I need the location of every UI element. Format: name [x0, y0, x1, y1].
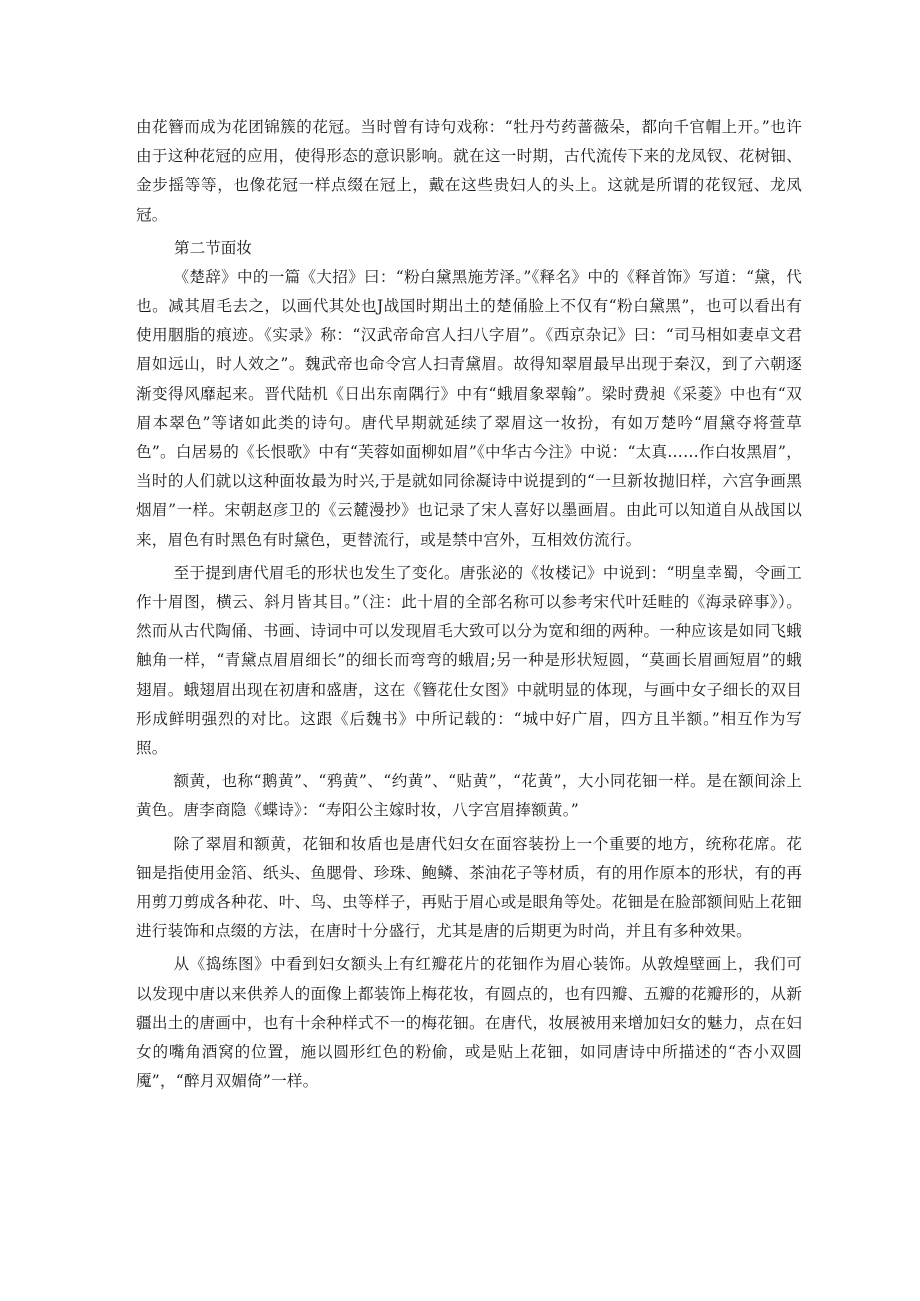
- document-page: [136, 113, 802, 1097]
- intro-paragraph: 由花簪而成为花团锦簇的花冠。当时曾有诗句戏称：“牡丹芍药蔷薇朵，都向千官帽上开。”也许由于这种花冠的应用，使得形态的意识影响。就在这一时期，古代流传下来的龙凤钗、花树钿、金步摇等等，也像花冠一样点缀在冠上，戴在这些贵妇人的头上。这就是所谓的花钗冠、龙凤冠。: [136, 118, 802, 224]
- paragraph-eyebrow-shape: 至于提到唐代眉毛的形状也发生了变化。唐张泌的《妆楼记》中说到：“明皇幸蜀，令画工作十眉图，横云、斜月皆其目。”（注：此十眉的全部名称可以参考宋代叶廷畦的《海录碎事》）。然而从古代陶俑、书画、诗词中可以发现眉毛大致可以分为宽和细的两种。一种应该是如同飞蛾触角一样，“青黛点眉眉细长”的细长而弯弯的蛾眉;另一种是形状短圆，“莫画长眉画短眉”的蛾翅眉。蛾翅眉出现在初唐和盛唐，这在《簪花仕女图》中就明显的体现，与画中女子细长的双目形成鲜明强烈的对比。这跟《后魏书》中所记载的：“城中好广眉，四方且半额。”相互作为写照。: [136, 563, 802, 758]
- section-heading: 第二节面妆: [174, 238, 252, 257]
- paragraph-eyebrow-color: 《楚辞》中的一篇《大招》曰：“粉白黛黑施芳泽。”《释名》中的《释首饰》写道：“黛，代也。减其眉毛去之，以画代其处也J战国时期出土的楚俑脸上不仅有“粉白黛黑”，也可以看出有使用胭脂的痕迹。《实录》称：“汉武帝命宫人扫八字眉”。《西京杂记》曰：“司马相如妻卓文君眉如远山，时人效之”。魏武帝也命令宫人扫青黛眉。故得知翠眉最早出现于秦汉，到了六朝逐渐变得风靡起来。晋代陆机《日出东南隅行》中有“蛾眉象翠翰”。梁时费昶《采菱》中也有“双眉本翠色”等诸如此类的诗句。唐代早期就延续了翠眉这一妆扮，有如万楚吟“眉黛夺将萱草色”。白居易的《长恨歌》中有“芙蓉如面柳如眉”《中华古今注》中说：“太真……作白妆黑眉”，当时的人们就以这种面妆最为时兴,于是就如同徐凝诗中说提到的“一旦新妆抛旧样，六宫争画黑烟眉”一样。宋朝赵彦卫的《云麓漫抄》也记录了宋人喜好以墨画眉。由此可以知道自从战国以来，眉色有时黑色有时黛色，更替流行，或是禁中宫外，互相效仿流行。: [136, 267, 802, 549]
- paragraph-forehead-yellow: 额黄，也称“鹅黄”、“鸦黄”、“约黄”、“贴黄”，“花黄”，大小同花钿一样。是在额间涂上黄色。唐李商隐《蝶诗》：“寿阳公主嫁时妆，八字宫眉捧额黄。”: [136, 772, 802, 820]
- paragraph-plum-makeup: 从《捣练图》中看到妇女额头上有红瓣花片的花钿作为眉心装饰。从敦煌壁画上，我们可以发现中唐以来供养人的面像上都装饰上梅花妆，有圆点的，也有四瓣、五瓣的花瓣形的，从新疆出土的唐画中，也有十余种样式不一的梅花钿。在唐代，妆展被用来增加妇女的魅力，点在妇女的嘴角酒窝的位置，施以圆形红色的粉偷，或是贴上花钿，如同唐诗中所描述的“杏小双圆魇”，“醉月双媚倚”一样。: [136, 955, 802, 1091]
- paragraph-huadian: 除了翠眉和额黄，花钿和妆盾也是唐代妇女在面容装扮上一个重要的地方，统称花席。花钿是指使用金箔、纸头、鱼腮骨、珍珠、鲍鳞、茶油花子等材质，有的用作原本的形状，有的再用剪刀剪成各种花、叶、鸟、虫等样子，再贴于眉心或是眼角等处。花钿是在脸部额间贴上花钿进行装饰和点缀的方法，在唐时十分盛行，尤其是唐的后期更为时尚，并且有多种效果。: [136, 834, 802, 941]
